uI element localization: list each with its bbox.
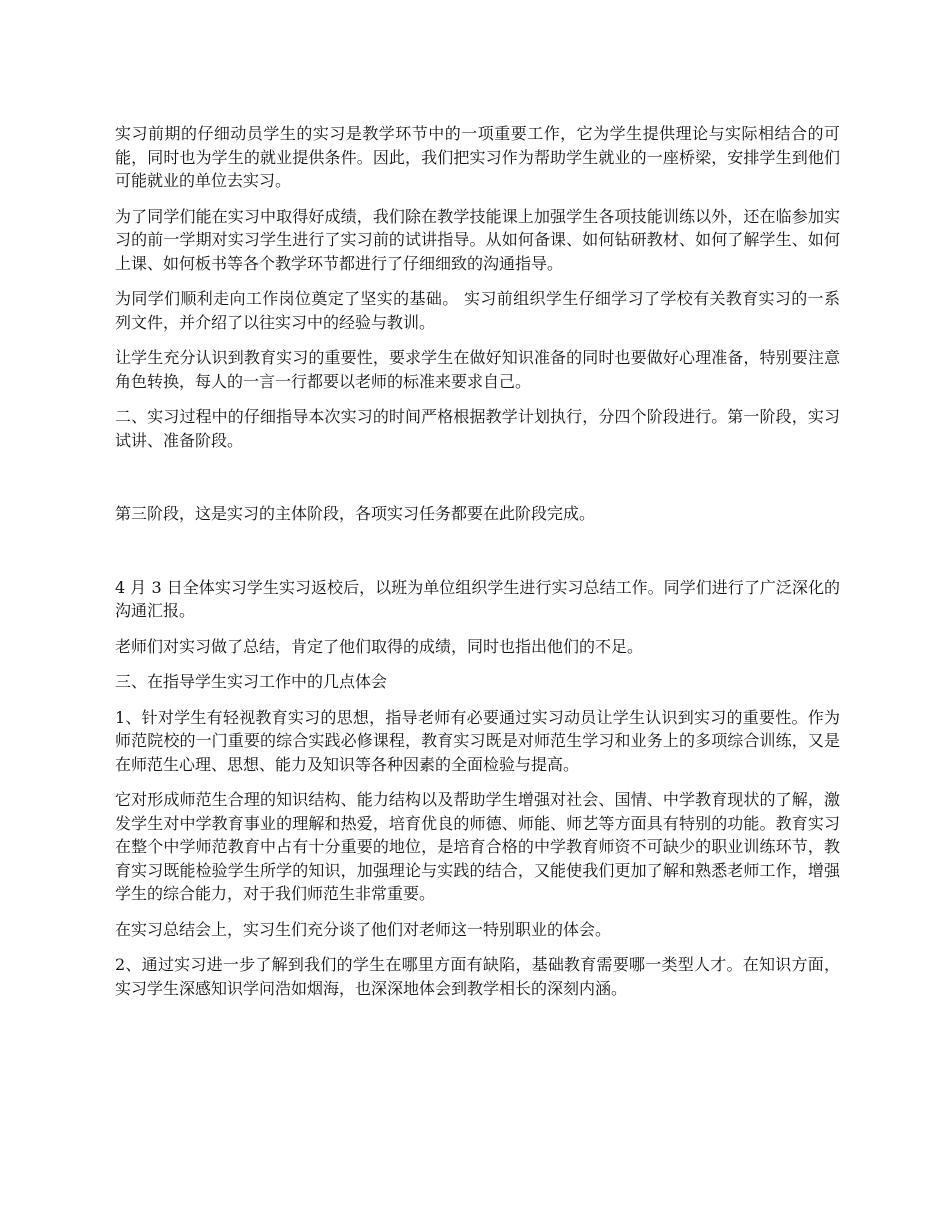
paragraph-8: 老师们对实习做了总结，肯定了他们取得的成绩，同时也指出他们的不足。 [115,636,644,656]
paragraph-1: 实习前期的仔细动员学生的实习是教学环节中的一项重要工作，它为学生提供理论与实际相结合的可能，同时也为学生的就业提供条件。因此，我们把实习作为帮助学生就业的一座桥梁，安排学生到他们可能就业的单位去实习。 [115,124,840,190]
blank-gap [115,538,840,576]
paragraph-9: 1、针对学生有轻视教育实习的思想，指导老师有必要通过实习动员让学生认识到实习的重要性。作为师范院校的一门重要的综合实践必修课程，教育实习既是对师范生学习和业务上的多项综合训练，又是在师范生心理、思想、能力及知识等各种因素的全面检验与提高。 [115,707,840,774]
paragraph-5: 二、实习过程中的仔细指导本次实习的时间严格根据教学计划执行，分四个阶段进行。第一阶段，实习试讲、准备阶段。 [115,407,840,450]
paragraph-11: 在实习总结会上，实习生们充分谈了他们对老师这一特别职业的体会。 [115,919,612,939]
document-body [115,122,840,1012]
paragraph-7: 4 月 3 日全体实习学生实习返校后，以班为单位组织学生进行实习总结工作。同学们进行了广泛深化的沟通汇报。 [115,577,840,620]
paragraph-2: 为了同学们能在实习中取得好成绩，我们除在教学技能课上加强学生各项技能训练以外，还在临参加实习的前一学期对实习学生进行了实习前的试讲指导。从如何备课、如何钻研教材、如何了解学生、如何上课、如何板书等各个教学环节都进行了仔细细致的沟通指导。 [115,206,840,273]
paragraph-6: 第三阶段，这是实习的主体阶段，各项实习任务都要在此阶段完成。 [115,504,596,523]
section-heading-3: 三、在指导学生实习工作中的几点体会 [115,672,388,691]
paragraph-3: 为同学们顺利走向工作岗位奠定了坚实的基础。 实习前组织学生仔细学习了学校有关教育实习的一系列文件，并介绍了以往实习中的经验与教训。 [115,289,840,332]
paragraph-12: 2、通过实习进一步了解到我们的学生在哪里方面有缺陷，基础教育需要哪一类型人才。在知识方面，实习学生深感知识学问浩如烟海，也深深地体会到教学相长的深刻内涵。 [115,955,840,998]
blank-gap [115,464,840,502]
paragraph-10: 它对形成师范生合理的知识结构、能力结构以及帮助学生增强对社会、国情、中学教育现状的了解，激发学生对中学教育事业的理解和热爱，培育优良的师德、师能、师艺等方面具有特别的功能。教育实习在整个中学师范教育中占有十分重要的地位，是培育合格的中学教育师资不可缺少的职业训练环节，教育实习既能检验学生所学的知识，加强理论与实践的结合，又能使我们更加了解和熟悉老师工作，增强学生的综合能力，对于我们师范生非常重要。 [115,790,840,903]
paragraph-4: 让学生充分认识到教育实习的重要性，要求学生在做好知识准备的同时也要做好心理准备，特别要注意角色转换，每人的一言一行都要以老师的标准来要求自己。 [115,348,840,391]
